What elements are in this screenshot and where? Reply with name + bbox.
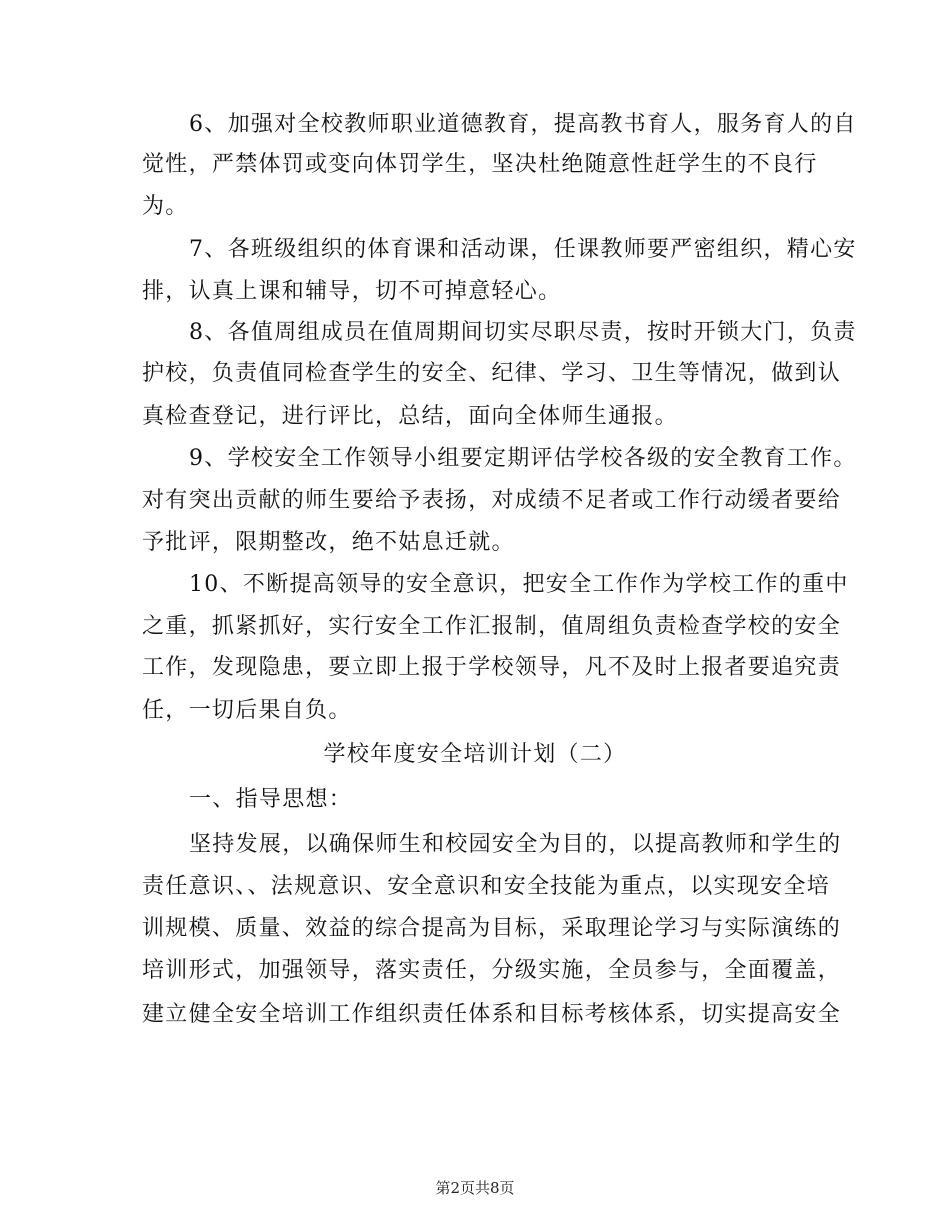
- guiding-paragraph-line-3: 训规模、质量、效益的综合提高为目标，采取理论学习与实际演练的: [142, 916, 842, 941]
- paragraph-10-line-4: 任，一切后果自负。: [142, 698, 352, 723]
- paragraph-6-line-3: 为。: [142, 194, 189, 219]
- paragraph-9-line-3: 予批评，限期整改，绝不姑息迁就。: [142, 530, 515, 555]
- paragraph-9-line-1: 9、学校安全工作领导小组要定期评估学校各级的安全教育工作。: [189, 446, 857, 471]
- section-title: 学校年度安全培训计划（二）: [323, 742, 627, 767]
- paragraph-10-line-1: 10、不断提高领导的安全意识，把安全工作作为学校工作的重中: [189, 572, 849, 597]
- paragraph-6-line-2: 觉性，严禁体罚或变向体罚学生，坚决杜绝随意性赶学生的不良行: [142, 152, 818, 177]
- paragraph-7-line-1: 7、各班级组织的体育课和活动课，任课教师要严密组织，精心安: [189, 237, 857, 262]
- guiding-paragraph-line-1: 坚持发展，以确保师生和校园安全为目的，以提高教师和学生的: [189, 832, 842, 857]
- paragraph-10-line-2: 之重，抓紧抓好，实行安全工作汇报制，值周组负责检查学校的安全: [142, 614, 842, 639]
- guiding-paragraph-line-4: 培训形式，加强领导，落实责任，分级实施，全员参与，全面覆盖，: [142, 958, 842, 983]
- paragraph-9-line-2: 对有突出贡献的师生要给予表扬，对成绩不足者或工作行动缓者要给: [142, 488, 842, 513]
- paragraph-10-line-3: 工作，发现隐患，要立即上报于学校领导，凡不及时上报者要追究责: [142, 655, 842, 680]
- guiding-paragraph-line-2: 责任意识、、法规意识、安全意识和安全技能为重点，以实现安全培: [142, 874, 831, 899]
- paragraph-8-line-1: 8、各值周组成员在值周期间切实尽职尽责，按时开锁大门，负责: [189, 320, 857, 345]
- paragraph-6-line-1: 6、加强对全校教师职业道德教育，提高教书育人，服务育人的自: [189, 112, 857, 137]
- paragraph-8-line-2: 护校，负责值同检查学生的安全、纪律、学习、卫生等情况，做到认: [142, 361, 842, 386]
- page-number-footer: 第2页共8页: [435, 1179, 515, 1197]
- paragraph-7-line-2: 排，认真上课和辅导，切不可掉意轻心。: [142, 279, 562, 304]
- guiding-paragraph-line-5: 建立健全安全培训工作组织责任体系和目标考核体系，切实提高安全: [142, 1002, 842, 1027]
- paragraph-8-line-3: 真检查登记，进行评比，总结，面向全体师生通报。: [142, 404, 678, 429]
- subheading-guiding-thought: 一、指导思想：: [189, 787, 353, 812]
